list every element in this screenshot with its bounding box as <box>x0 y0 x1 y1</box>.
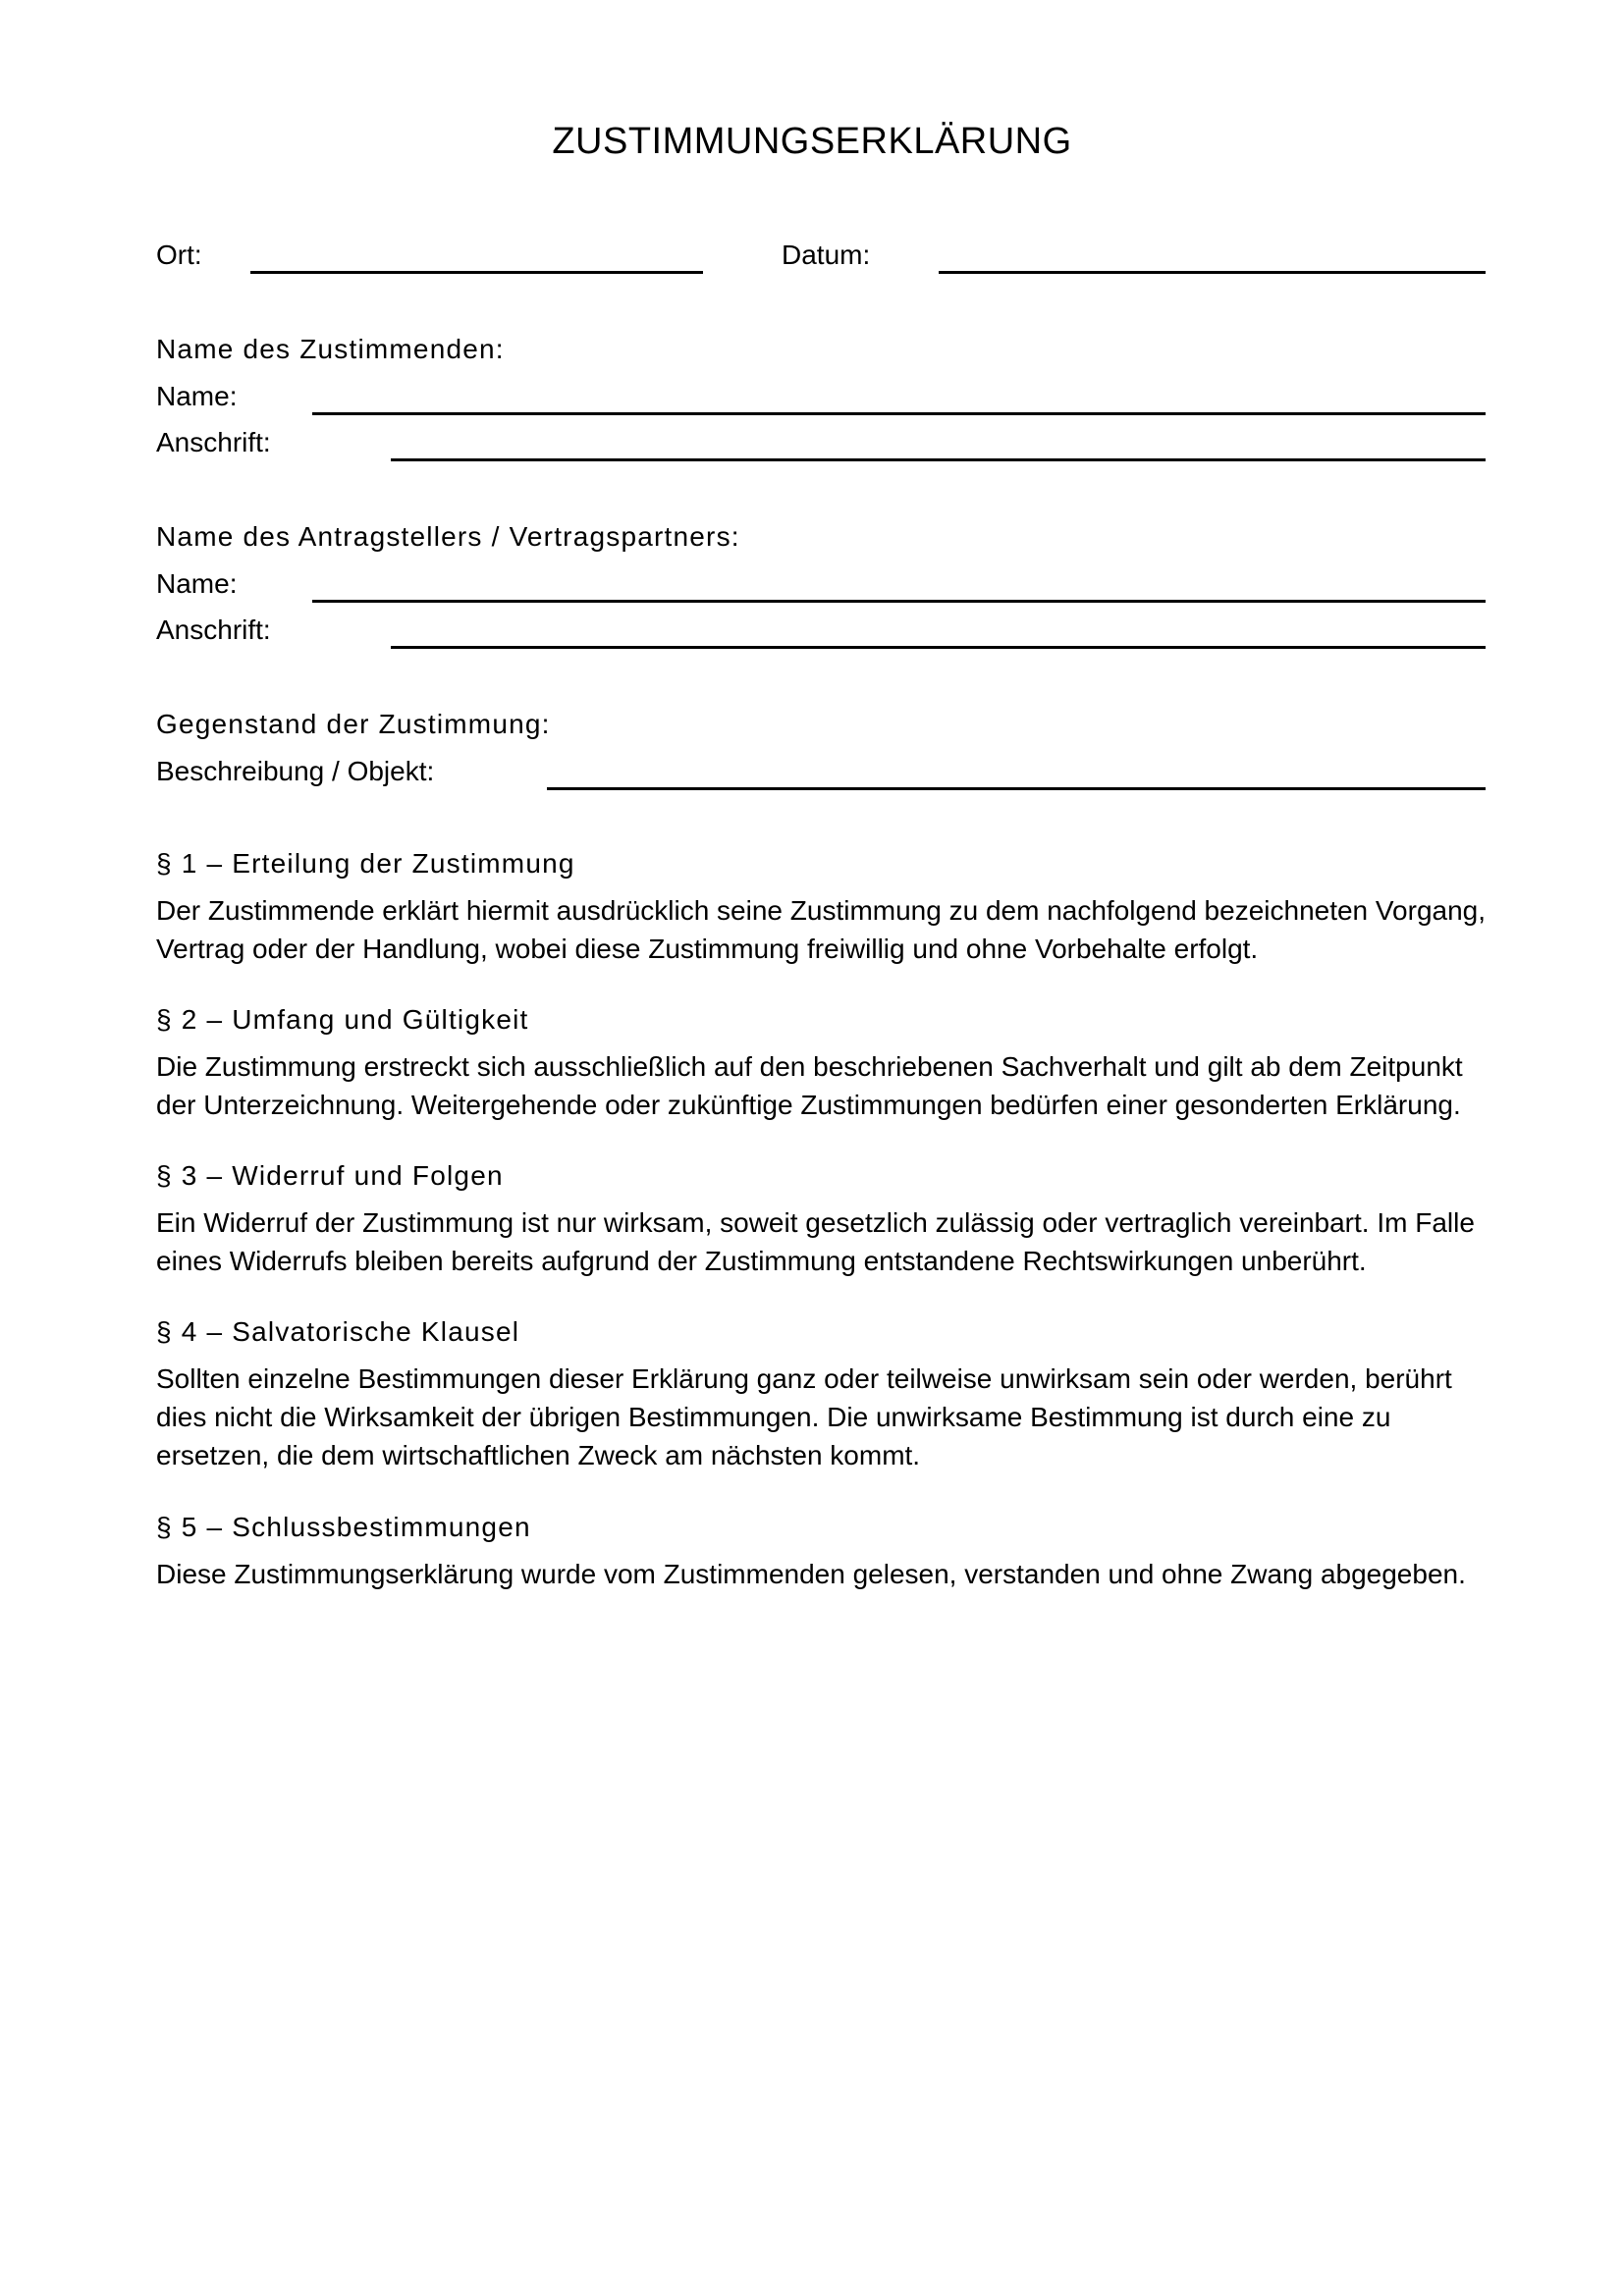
subject-description-field[interactable] <box>547 787 1486 790</box>
section-5-heading: § 5 – Schlussbestimmungen <box>156 1512 531 1542</box>
section-4-body: Sollten einzelne Bestimmungen dieser Erklärung ganz oder teilweise unwirksam sein oder werden, berührt dies nicht die Wirksamkeit der übrigen Bestimmungen. Die unwirksame Bestimmung ist durch eine zu ersetzen, die dem wirtschaftlichen Zweck am nächsten kommt. <box>156 1363 1452 1470</box>
applicant-address-label: Anschrift: <box>156 614 271 645</box>
section-5-body: Diese Zustimmungserklärung wurde vom Zustimmenden gelesen, verstanden und ohne Zwang abgegeben. <box>156 1559 1466 1589</box>
consenter-address-field[interactable] <box>391 458 1486 461</box>
datum-label: Datum: <box>782 240 871 270</box>
subject-heading: Gegenstand der Zustimmung: <box>156 709 551 739</box>
section-2-heading: § 2 – Umfang und Gültigkeit <box>156 1004 529 1035</box>
section-3-body: Ein Widerruf der Zustimmung ist nur wirksam, soweit gesetzlich zulässig oder vertraglich vereinbart. Im Falle eines Widerrufs bleiben bereits aufgrund der Zustimmung entstandene Rechtswirkungen unberührt. <box>156 1207 1475 1276</box>
section-4-heading: § 4 – Salvatorische Klausel <box>156 1316 520 1347</box>
consenter-name-field[interactable] <box>312 412 1486 415</box>
section-1-heading: § 1 – Erteilung der Zustimmung <box>156 848 575 879</box>
ort-label: Ort: <box>156 240 202 270</box>
datum-field[interactable] <box>939 271 1486 274</box>
applicant-address-field[interactable] <box>391 646 1486 649</box>
section-1-body: Der Zustimmende erklärt hiermit ausdrücklich seine Zustimmung zu dem nachfolgend bezeichneten Vorgang, Vertrag oder der Handlung, wobei diese Zustimmung freiwillig und ohne Vorbehalte erfolgt. <box>156 895 1487 964</box>
consenter-name-label: Name: <box>156 381 238 411</box>
subject-description-label: Beschreibung / Objekt: <box>156 756 435 786</box>
applicant-heading: Name des Antragstellers / Vertragspartners: <box>156 521 740 552</box>
section-3-heading: § 3 – Widerruf und Folgen <box>156 1160 504 1191</box>
applicant-name-label: Name: <box>156 568 238 599</box>
ort-field[interactable] <box>250 271 703 274</box>
consenter-address-label: Anschrift: <box>156 427 271 457</box>
applicant-name-field[interactable] <box>312 600 1486 603</box>
document-title: ZUSTIMMUNGSERKLÄRUNG <box>552 121 1072 162</box>
section-2-body: Die Zustimmung erstreckt sich ausschließlich auf den beschriebenen Sachverhalt und gilt ab dem Zeitpunkt der Unterzeichnung. Weitergehende oder zukünftige Zustimmungen bedürfen einer gesonderten Erklärung. <box>156 1051 1463 1120</box>
consenter-heading: Name des Zustimmenden: <box>156 334 505 364</box>
